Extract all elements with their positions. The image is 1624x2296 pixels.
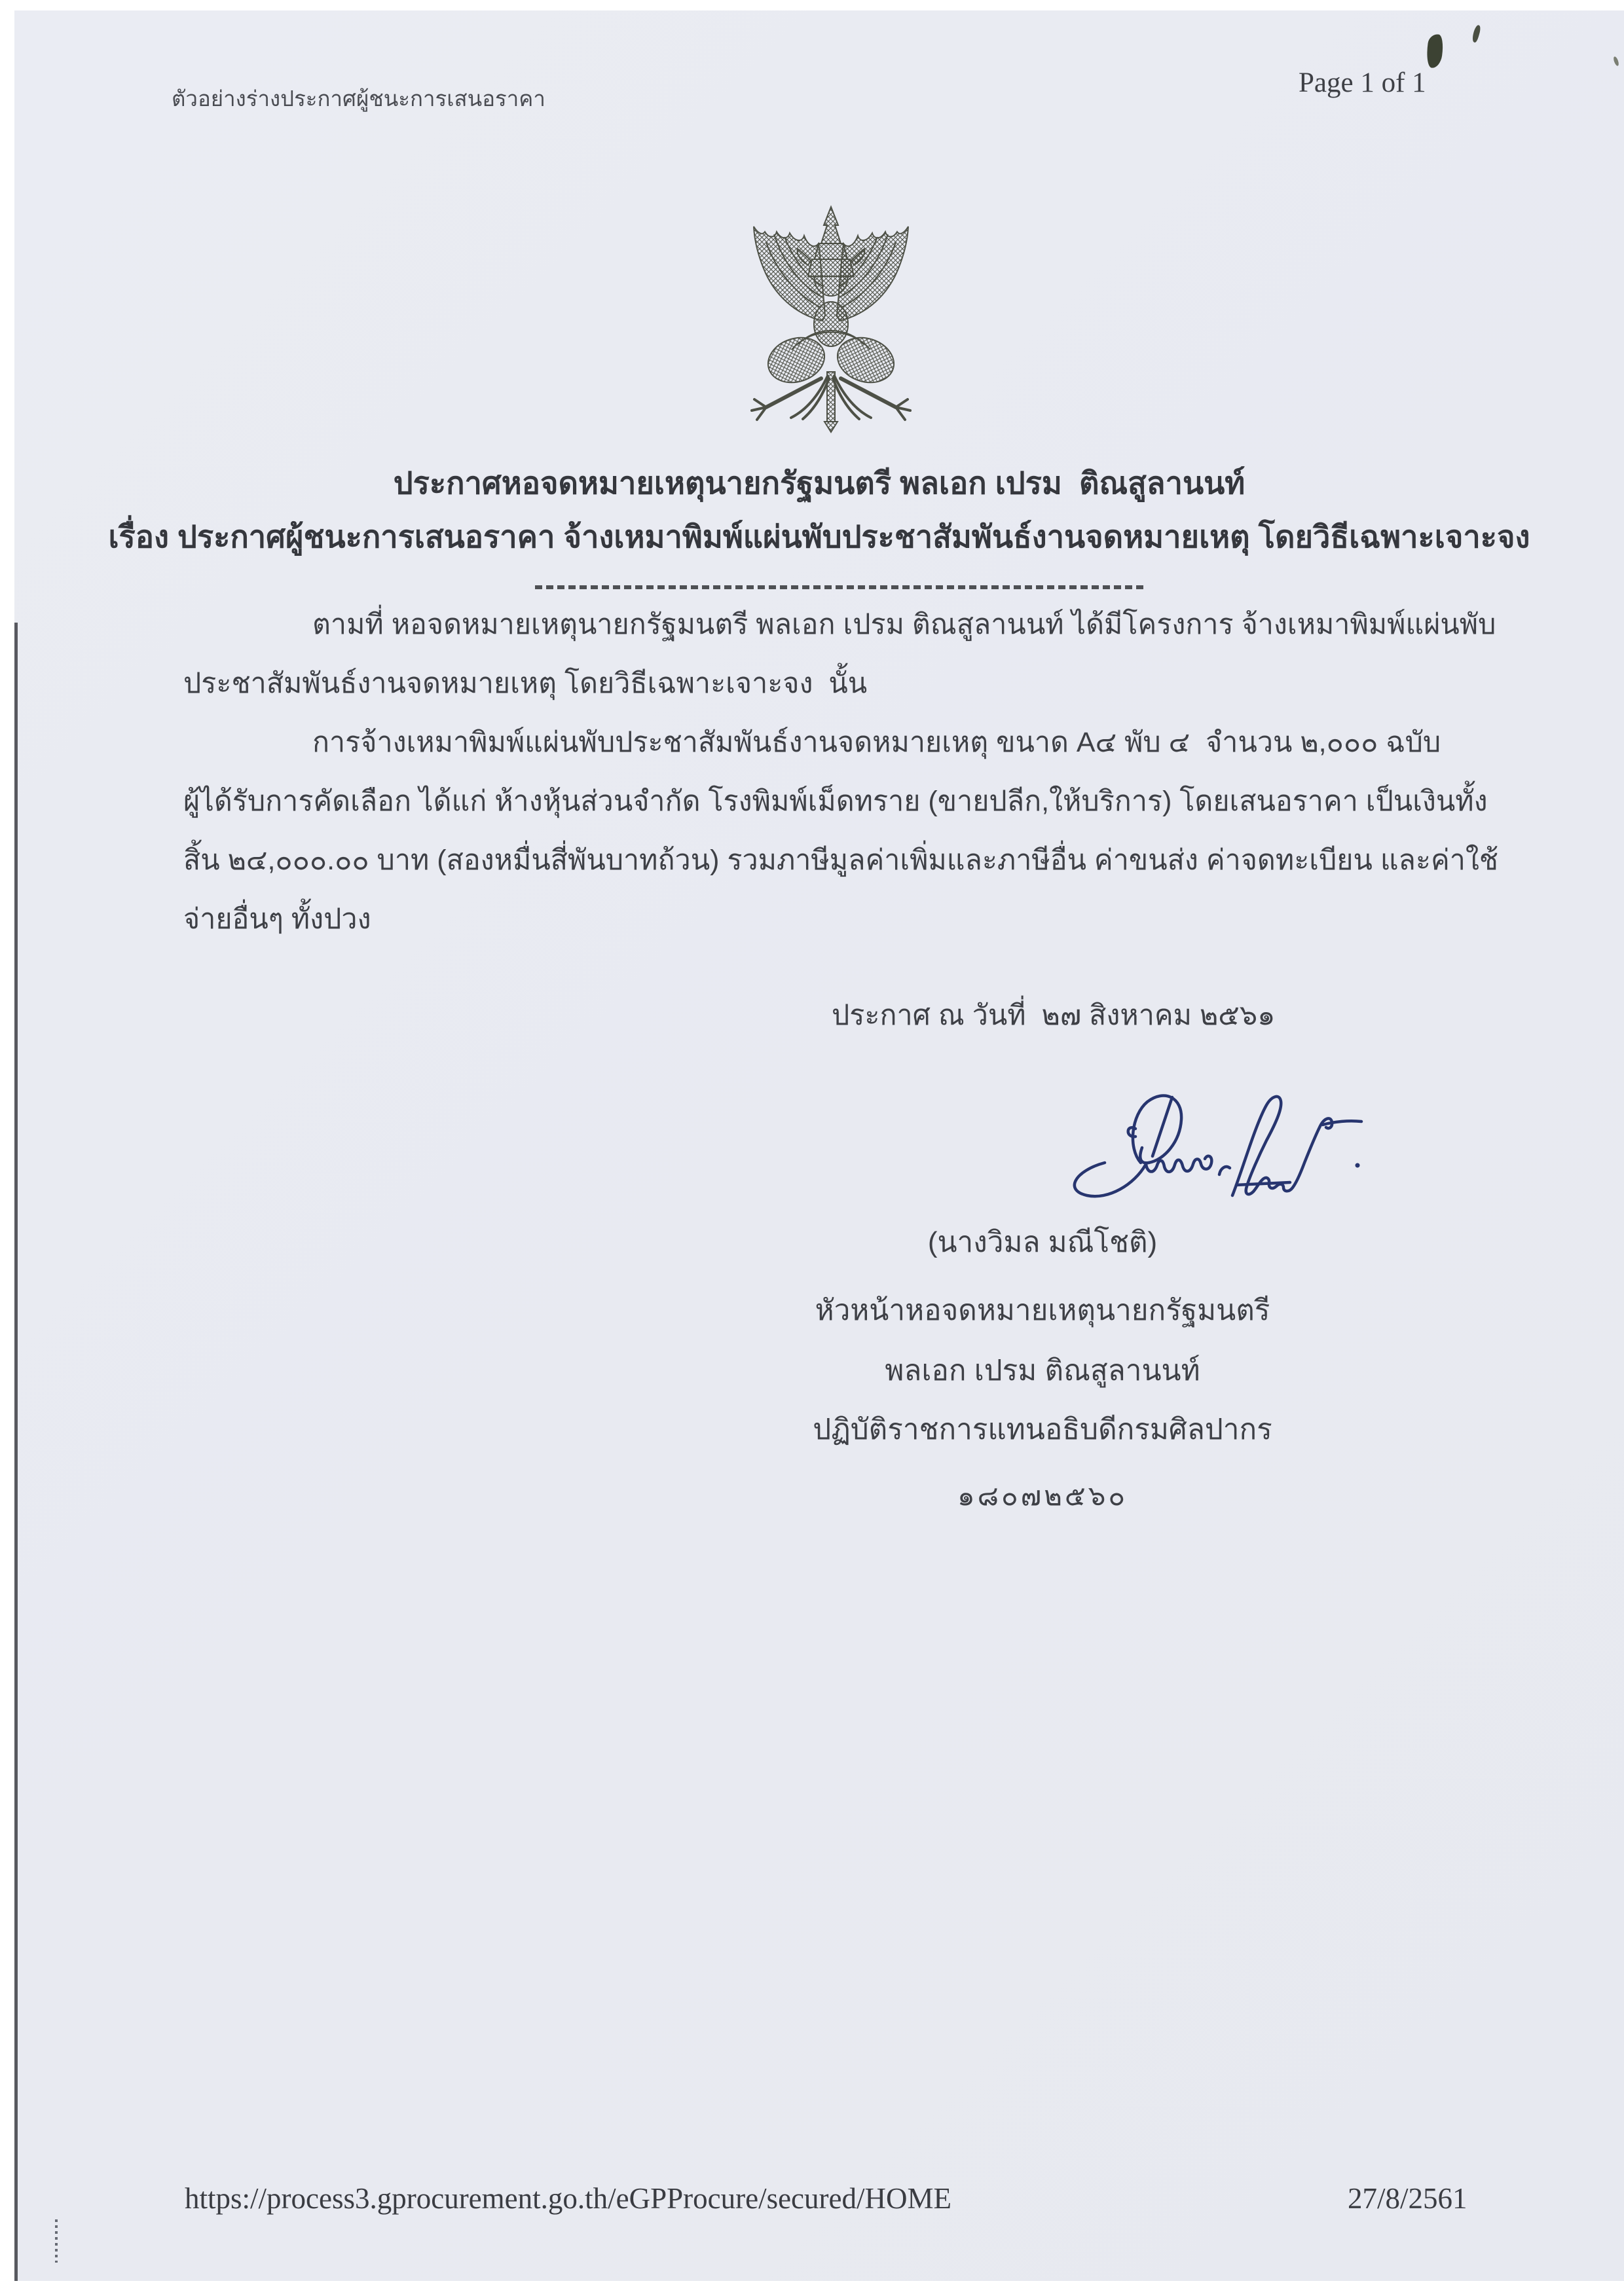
paragraph1-line1: ตามที่ หอจดหมายเหตุนายกรัฐมนตรี พลเอก เปรม ติณสูลานนท์ ได้มีโครงการ จ้างเหมาพิมพ์แผ่นพับ xyxy=(312,609,1496,640)
announcement-date-line: ประกาศ ณ วันที่ ๒๗ สิงหาคม ๒๕๖๑ xyxy=(832,1000,1276,1031)
ink-apostrophe-mark xyxy=(1471,24,1481,43)
footer-date: 27/8/2561 xyxy=(1348,2182,1467,2215)
footer-url: https://process3.gprocurement.go.th/eGPProcure/secured/HOME xyxy=(185,2182,951,2215)
paragraph2-line2: ผู้ได้รับการคัดเลือก ได้แก่ ห้างหุ้นส่วนจำกัด โรงพิมพ์เม็ดทราย (ขายปลีก,ให้บริการ) โดยเสนอราคา เป็นเงินทั้ง xyxy=(183,786,1488,817)
signer-title-line2: พลเอก เปรม ติณสูลานนท์ xyxy=(885,1355,1200,1387)
page-indicator: Page 1 of 1 xyxy=(1299,67,1426,98)
garuda-emblem-icon xyxy=(723,203,939,433)
scanned-paper xyxy=(14,10,1624,2281)
header-note: ตัวอย่างร่างประกาศผู้ชนะการเสนอราคา xyxy=(172,86,545,111)
signer-title-line3: ปฏิบัติราชการแทนอธิบดีกรมศิลปากร xyxy=(813,1413,1272,1446)
reference-number: ๑๘๐๗๒๕๖๐ xyxy=(957,1480,1128,1511)
scan-dotted-artifact xyxy=(55,2219,58,2263)
signature-image xyxy=(1036,1085,1367,1210)
paragraph2-line3: สิ้น ๒๔,๐๐๐.๐๐ บาท (สองหมื่นสี่พันบาทถ้วน) รวมภาษีมูลค่าเพิ่มและภาษีอื่น ค่าขนส่ง ค่าจดทะเบียน และค่าใช้ xyxy=(183,845,1499,876)
announcement-subject: เรื่อง ประกาศผู้ชนะการเสนอราคา จ้างเหมาพิมพ์แผ่นพับประชาสัมพันธ์งานจดหมายเหตุ โดยวิธีเฉพาะเจาะจง xyxy=(108,519,1530,554)
signer-name: (นางวิมล มณีโชติ) xyxy=(927,1226,1158,1258)
scan-edge-artifact xyxy=(14,623,18,2281)
paragraph2-line1: การจ้างเหมาพิมพ์แผ่นพับประชาสัมพันธ์งานจดหมายเหตุ ขนาด A๔ พับ ๔ จำนวน ๒,๐๐๐ ฉบับ xyxy=(312,727,1441,758)
paragraph1-line2: ประชาสัมพันธ์งานจดหมายเหตุ โดยวิธีเฉพาะเจาะจง นั้น xyxy=(183,668,868,699)
ink-blot-mark xyxy=(1424,33,1445,69)
announcement-title: ประกาศหอจดหมายเหตุนายกรัฐมนตรี พลเอก เปรม ติณสูลานนท์ xyxy=(393,465,1246,500)
dashed-separator xyxy=(535,585,1147,589)
ink-speck-mark xyxy=(1613,56,1620,66)
paragraph2-line4: จ่ายอื่นๆ ทั้งปวง xyxy=(183,903,371,935)
signer-title-line1: หัวหน้าหอจดหมายเหตุนายกรัฐมนตรี xyxy=(815,1294,1270,1326)
